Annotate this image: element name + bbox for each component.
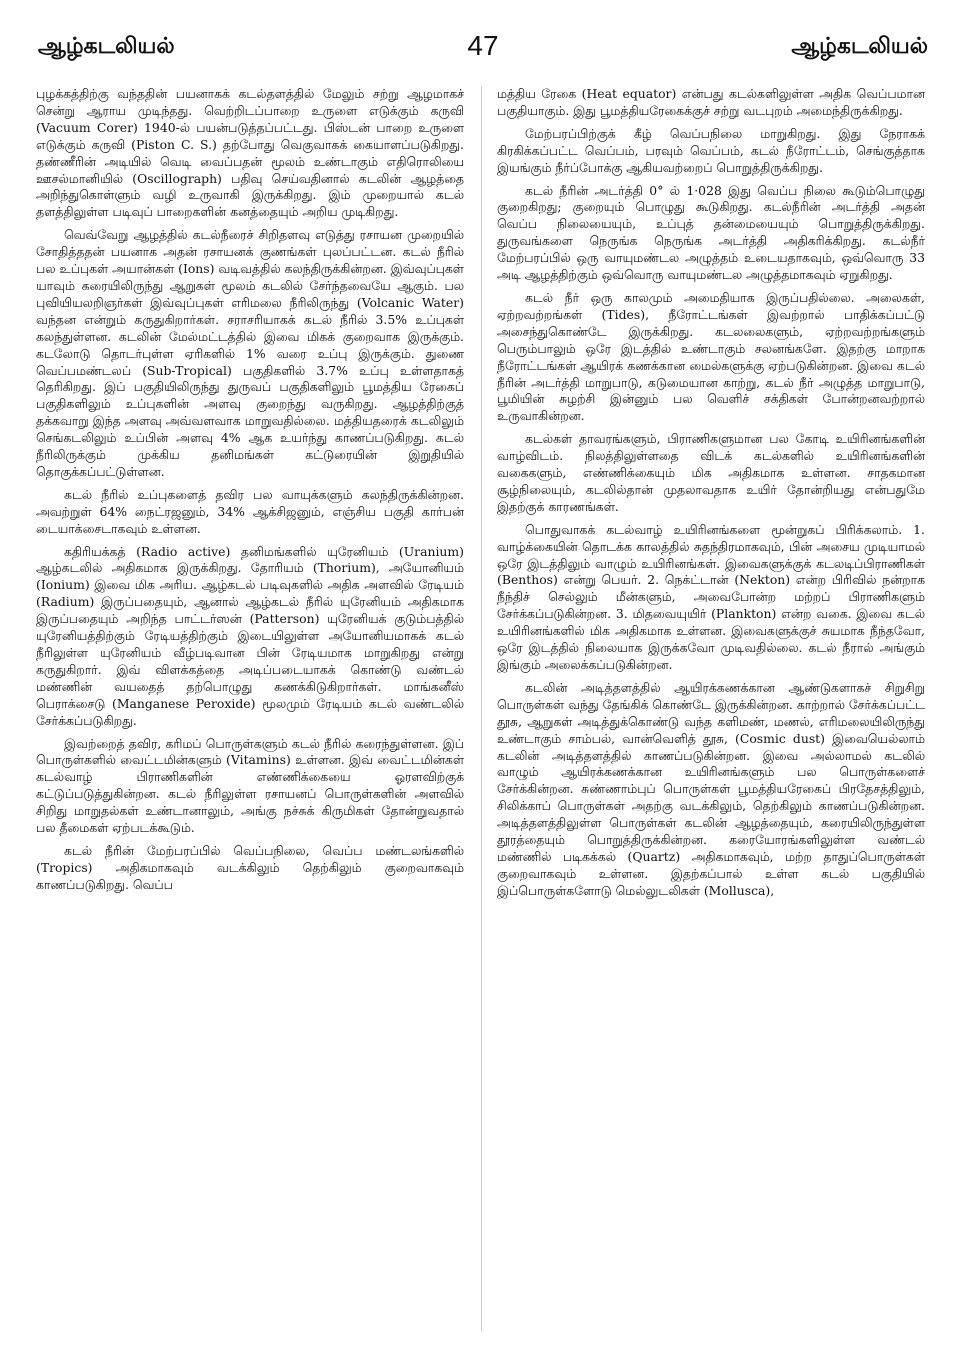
paragraph: கடல் நீர் ஒரு காலமும் அமைதியாக இருப்பதில்லை. அலைகள், ஏற்றவற்றங்கள் (Tides), நீரோட்டங்கள் இவற்றால் பாதிக்கப்பட்டு அசைந்துகொண்டே இருக்கிறது. கடலலைகளும், ஏற்றவற்றங்களும் பெரும்பாலும் ஒரே இடத்தில் உண்டாகும் சலனங்களே. இதற்கு மாறாக நீரோட்டங்கள் ஆயிரக் கணக்கான மைல்களுக்கு ஏற்படுகின்றன. இவை கடல் நீரின் அடர்த்தி மாறுபாடு, கடுமையான காற்று, கடல் நீர் அழுத்த மாறுபாடு, பூமியின் சுழற்சி இன்னும் பல வெளிச் சக்திகள் போன்றனவற்றால் உருவாகின்றன.	[497, 289, 925, 424]
paragraph: புழக்கத்திற்கு வந்ததின் பயனாகக் கடல்தளத்தில் மேலும் சற்று ஆழமாகச் சென்று ஆராய முடிந்தது. வெற்றிடப்பாறை உருளை எடுக்கும் கருவி (Vacuum Corer) 1940-ல் பயன்படுத்தப்பட்டது. பிஸ்டன் பாறை உருளை எடுக்கும் கருவி (Piston C. S.) தற்போது வெகுவாகக் கையாளப்படுகிறது. தண்ணீரின் அடியில் வெடி வைப்பதன் மூலம் உண்டாகும் எதிரொலியை ஊசல்மானியில் (Oscillograph) பதிவு செய்வதினால் கடலின் ஆழத்தை அறிந்துகொள்ளும் வழி உருவாகி இருக்கிறது. இம் முறையால் கடல் தளத்திலுள்ள படிவுப் பாறைகளின் கனத்தையும் அறிய முடிகிறது.	[36, 86, 464, 220]
column-divider	[481, 86, 482, 1331]
paragraph: வெவ்வேறு ஆழத்தில் கடல்நீரைச் சிறிதளவு எடுத்து ரசாயன முறையில் சோதித்ததன் பயனாக அதன் ரசாயனக் குணங்கள் புலப்பட்டன. கடல் நீரில் பல உப்புகள் அயான்கள் (Ions) வடிவத்தில் கலந்திருக்கின்றன. இவ்வுப்புகள் யாவும் கரையிலிருந்து ஆறுகள் மூலம் கடலில் சேர்ந்தவையே ஆகும். பல புவியியலறிஞர்கள் இவ்வுப்புகள் எரிமலை நீரிலிருந்து (Volcanic Water) வந்தன என்றும் கருதுகிறார்கள். சராசரியாகக் கடல் நீரில் 3.5% உப்புகள் கலந்துள்ளன. கடலின் மேல்மட்டத்தில் இவை மிகக் குறைவாக இருக்கும். கடலோடு தொடர்புள்ள ஏரிகளில் 1% வரை உப்பு இருக்கும். துணை வெப்பமண்டலப் (Sub-Tropical) பகுதிகளில் 3.7% உப்பு உள்ளதாகத் தெரிகிறது. இப் பகுதியிலிருந்து துருவப் பகுதிகளிலும் பூமத்திய ரேகைப் பகுதிகளிலும் உப்புகளின் அளவு குறைந்து வருகிறது. ஆழத்திற்குத் தக்கவாறு இந்த அளவு அவ்வளவாக மாறுவதில்லை. மத்தியதரைக் கடலிலும் செங்கடலிலும் உப்பின் அளவு 4% ஆக உயர்ந்து காணப்படுகிறது. கடல் நீரிலிருக்கும் முக்கிய தனிமங்கள் கட்டுரையின் இறுதியில் தொகுக்கப்பட்டுள்ளன.	[36, 227, 464, 479]
page-number: 47	[467, 30, 499, 61]
paragraph: மேற்பரப்பிற்குக் கீழ் வெப்பநிலை மாறுகிறது. இது நேராகக் கிரகிக்கப்பட்ட வெப்பம், பரவும் வெப்பம், கடல் நீரோட்டம், செங்குத்தாக இயங்கும் நீர்ப்போக்கு ஆகியவற்றைப் பொறுத்திருக்கிறது.	[497, 125, 925, 175]
running-title-right: ஆழ்கடலியல்	[791, 34, 928, 59]
running-title-left: ஆழ்கடலியல்	[38, 34, 175, 59]
paragraph: கடல் நீரில் உப்புகளைத் தவிர பல வாயுக்களும் கலந்திருக்கின்றன. அவற்றுள் 64% நைட்ரஜனும், 34% ஆக்சிஜனும், எஞ்சிய பகுதி கார்பன் டையாக்சைடாகவும் உள்ளன.	[36, 486, 464, 536]
right-column	[497, 86, 925, 1331]
paragraph: மத்திய ரேகை (Heat equator) என்பது கடல்களிலுள்ள அதிக வெப்பமான பகுதியாகும். இது பூமத்தியரேகைக்குச் சற்று வடபுறம் அமைந்திருக்கிறது.	[497, 86, 925, 118]
paragraph: கடல்கள் தாவரங்களும், பிராணிகளுமான பல கோடி உயிரினங்களின் வாழ்விடம். நிலத்திலுள்ளதை விடக் கடல்களில் உயிரினங்களின் வகைகளும், எண்ணிக்கையும் மிக அதிகமாக உள்ளன. சாதகமான சூழ்நிலையும், கடலில்தான் முதலாவதாக உயிர் தோன்றியது என்பதுமே இதற்குக் காரணங்கள்.	[497, 431, 925, 514]
paragraph: கதிரியக்கத் (Radio active) தனிமங்களில் யுரேனியம் (Uranium) ஆழ்கடலில் அதிகமாக இருக்கிறது. தோரியம் (Thorium), அயோனியம் (Ionium) இவை மிக அரிய. ஆழ்கடல் படிவுகளில் அதிக அளவில் ரேடியம் (Radium) இருப்பதையும், ஆனால் ஆழ்கடல் நீரில் யுரேனியம் அதிகமாக இருப்பதையும் அறிந்த பாட்டர்ஸன் (Patterson) யுரேனியக் குடும்பத்தில் யுரேனியத்திற்கும் ரேடியத்திற்கும் இடையிலுள்ள அயோனியமாகக் கடல் நீரிலுள்ள யுரேனியம் வீழ்படிவான பின் ரேடியமாக மாறுகிறது என்று கருதுகிறார். இவ் விளக்கத்தை அடிப்படையாகக் கொண்டு வண்டல் மண்ணின் வயதைத் தற்பொழுது கணக்கிடுகிறார்கள். மாங்கனீஸ் பெராக்சைடு (Manganese Peroxide) மூலமும் ரேடியம் கடல் வண்டலில் சேர்க்கப்படுகிறது.	[36, 543, 464, 728]
paragraph: கடலின் அடித்தளத்தில் ஆயிரக்கணக்கான ஆண்டுகளாகச் சிறுசிறு பொருள்கள் வந்து தேங்கிக் கொண்டே இருக்கின்றன. காற்றால் சேர்க்கப்பட்ட தூசு, ஆறுகள் அடித்துக்கொண்டு வந்த களிமண், மணல், எரிமலையிலிருந்து உண்டாகும் சாம்பல், வான்வெளித் தூசு, (Cosmic dust) இவையெல்லாம் கடலின் அடித்தளத்தில் காணப்படுகின்றன. இவை அல்லாமல் கடலில் வாழும் ஆயிரக்கணக்கான உயிரினங்களும் பல பொருள்களைச் சேர்க்கின்றன. சுண்ணாம்புப் பொருள்கள் பூமத்தியரேகைப் பிரதேசத்திலும், சிலிக்காப் பொருள்கள் அதற்கு வடக்கிலும், தெற்கிலும் காணப்படுகின்றன. அடித்தளத்திலுள்ள பொருள்கள் கடலின் ஆழத்தையும், கரையிலிருந்துள்ள தூரத்தையும் பொறுத்திருக்கின்றன. கரையோரங்களிலுள்ள வண்டல் மண்ணில் படிகக்கல் (Quartz) அதிகமாகவும், மற்ற தாதுப்பொருள்கள் குறைவாகவும் உள்ளன. இதற்கப்பால் உள்ள கடல் பகுதியில் இப்பொருள்களோடு மெல்லுடலிகள் (Mollusca),	[497, 679, 925, 898]
paragraph: கடல் நீரின் மேற்பரப்பில் வெப்பநிலை, வெப்ப மண்டலங்களில் (Tropics) அதிகமாகவும் வடக்கிலும் தெற்கிலும் குறைவாகவும் காணப்படுகிறது. வெப்ப	[36, 842, 464, 892]
paragraph: இவற்றைத் தவிர, கரிமப் பொருள்களும் கடல் நீரில் கரைந்துள்ளன. இப் பொருள்களில் வைட்டமின்களும் (Vitamins) உள்ளன. இவ் வைட்டமின்கள் கடல்வாழ் பிராணிகளின் எண்ணிக்கையை ஓரளவிற்குக் கட்டுப்படுத்துகின்றன. கடல் நீரிலுள்ள ரசாயனப் பொருள்களின் அளவில் சிறிது மாறுதல்கள் உண்டானாலும், அங்கு நச்சுக் கிருமிகள் தோன்றுவதால் பல தீமைகள் ஏற்படக்கூடும்.	[36, 735, 464, 836]
paragraph: பொதுவாகக் கடல்வாழ் உயிரினங்களை மூன்றுகப் பிரிக்கலாம். 1. வாழ்க்கையின் தொடக்க காலத்தில் சுதந்திரமாகவும், பின் அசைய முடியாமல் ஒரே இடத்திலும் வாழும் உயிரினங்கள். இவைகளுக்குக் கடலடிப்பிராணிகள் (Benthos) என்று பெயர். 2. நெக்ட்டான் (Nekton) என்ற பிரிவில் நன்றாக நீந்திச் செல்லும் மீன்களும், அவைபோன்ற மற்றப் பிராணிகளும் சேர்க்கப்படுகின்றன. 3. மிதவையுயிர் (Plankton) என்ற வகை. இவை கடல் உயிரினங்களில் மிக அதிகமாக உள்ளன. இவைகளுக்குச் சுயமாக நீந்தவோ, ஒரே இடத்தில் நிலையாக இருக்கவோ முடிவதில்லை. கடல் நீரால் அங்கும் இங்கும் அலைக்கப்படுகின்றன.	[497, 521, 925, 672]
page-header	[38, 30, 928, 74]
paragraph: கடல் நீரின் அடர்த்தி 0° ல் 1·028 இது வெப்ப நிலை கூடும்பொழுது குறைகிறது; குறையும் பொழுது கூடுகிறது. கடல்நீரின் அடர்த்தி அதன் வெப்ப நிலையையும், உப்புத் தன்மையையும் பொறுத்திருக்கிறது. துருவங்களை நெருங்க நெருங்க அடர்த்தி அதிகரிக்கிறது. கடல்நீர் மேற்பரப்பில் ஒரு வாயுமண்டல அழுத்தம் உடையதாகவும், ஒவ்வொரு 33 அடி ஆழத்திற்கும் ஒவ்வொரு வாயுமண்டல அழுத்தமாகவும் ஏறுகிறது.	[497, 182, 925, 283]
left-column	[36, 86, 464, 1331]
